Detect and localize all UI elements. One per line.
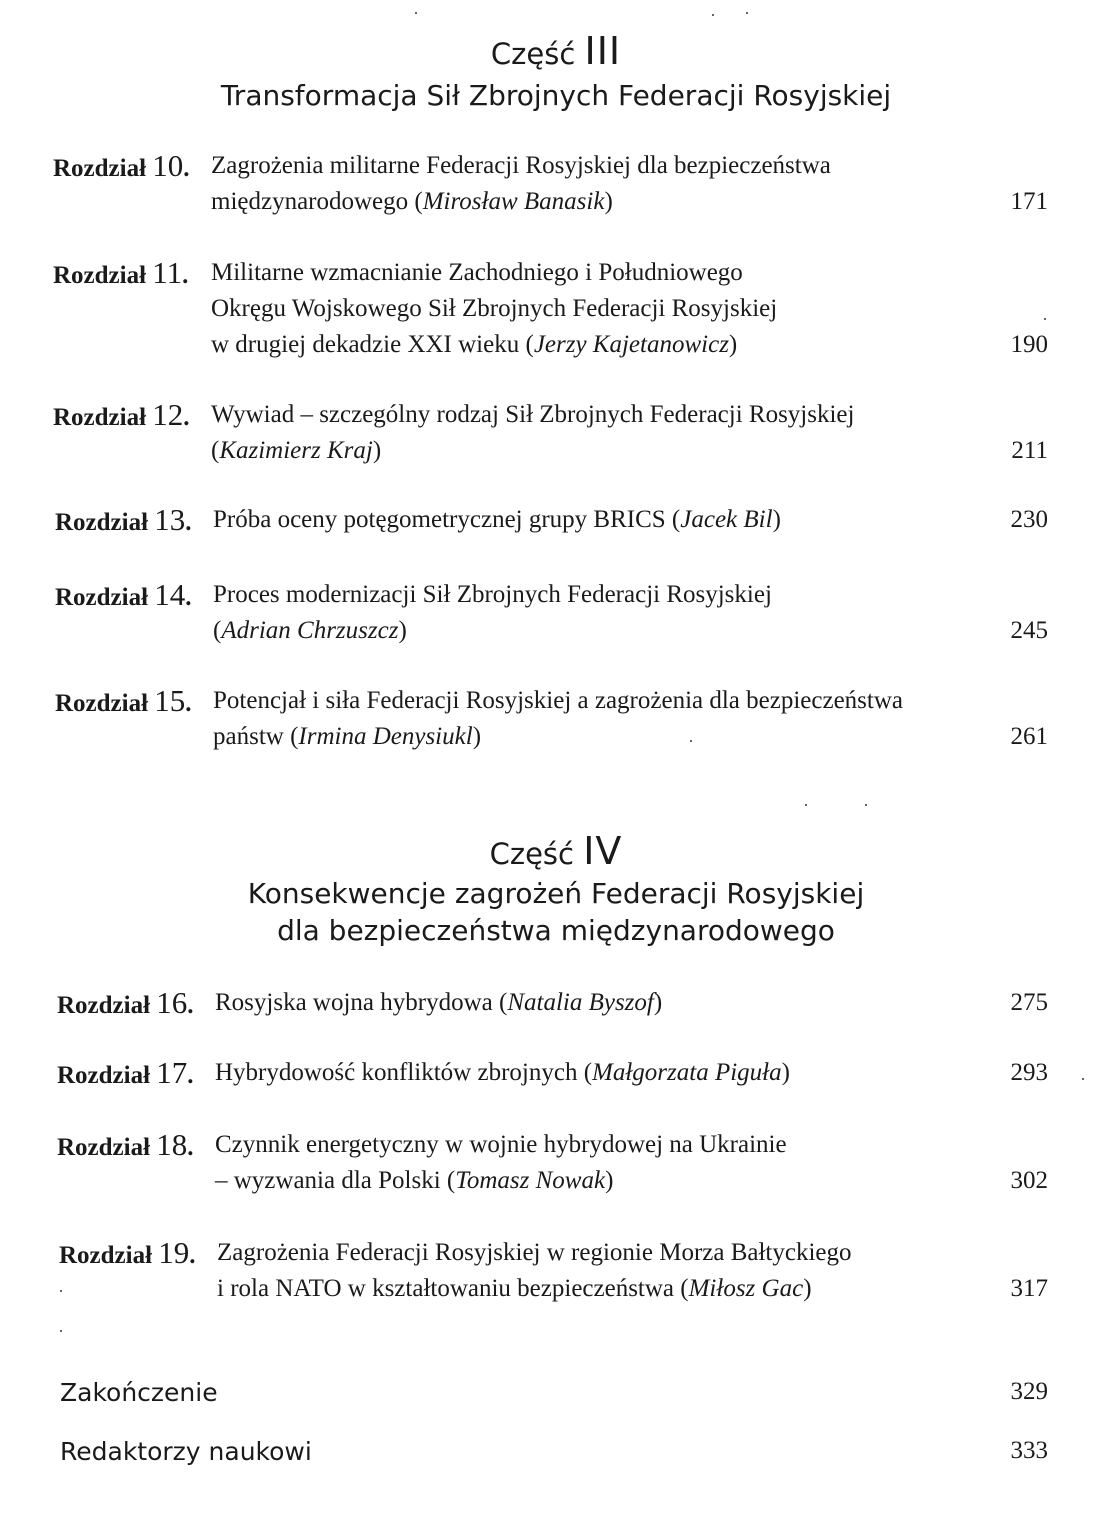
chapter-title-line [213, 613, 772, 649]
chapter-title-text: Rosyjska wojna hybrydowa ( [215, 989, 508, 1016]
chapter-title [211, 397, 854, 469]
chapter-title-text: Okręgu Wojskowego Sił Zbrojnych Federacji Rosyjskiej [211, 295, 778, 322]
scan-speck [1082, 1078, 1084, 1080]
scan-speck [690, 740, 692, 742]
chapter-title [215, 1127, 787, 1199]
chapter-author: Natalia Byszof [507, 989, 654, 1016]
chapter-title-line [213, 502, 781, 538]
page-number: 302 [1010, 1167, 1048, 1194]
chapter-number: 15 [154, 683, 186, 718]
chapter-title-text: Wywiad – szczególny rodzaj Sił Zbrojnych Federacji Rosyjskiej [211, 401, 855, 428]
scan-speck [865, 804, 867, 806]
part-4-title-line-2: dla bezpieczeństwa międzynarodowego [277, 914, 835, 947]
chapter-word: Rozdział [59, 1242, 153, 1269]
chapter-title-line [215, 1127, 787, 1163]
chapter-number: 12 [152, 397, 184, 432]
chapter-label: Rozdział 19. [59, 1235, 196, 1270]
chapter-author: Irmina Denysiukl [298, 723, 473, 750]
chapter-title-line [217, 1235, 852, 1271]
chapter-number: 18 [156, 1127, 188, 1162]
chapter-word: Rozdział [57, 1062, 151, 1089]
chapter-label: Rozdział 14. [55, 577, 192, 612]
chapter-author: Małgorzata Piguła [592, 1059, 782, 1086]
chapter-author: Miłosz Gac [688, 1275, 804, 1302]
chapter-title-text: Zagrożenia militarne Federacji Rosyjskiej dla bezpieczeństwa [211, 152, 831, 179]
chapter-label: Rozdział 16. [57, 985, 194, 1020]
chapter-title-text: ( [213, 617, 222, 644]
chapter-title [213, 683, 903, 755]
chapter-title [215, 985, 662, 1021]
chapter-title-line [211, 291, 777, 327]
part-4-numeral: IV [583, 829, 623, 873]
chapter-title [211, 148, 831, 220]
chapter-word: Rozdział [53, 404, 147, 431]
chapter-title-line [211, 184, 831, 220]
chapter-word: Rozdział [53, 262, 147, 289]
chapter-author-close: ) [781, 1059, 790, 1086]
chapter-number: 19 [158, 1235, 190, 1270]
chapter-author: Jacek Bil [680, 506, 773, 533]
chapter-number: 10 [152, 148, 184, 183]
chapter-author-close: ) [772, 506, 781, 533]
chapter-title-line [217, 1271, 852, 1307]
chapter-word: Rozdział [55, 690, 149, 717]
chapter-author-close: ) [605, 1167, 614, 1194]
page-number: 171 [1010, 188, 1048, 215]
chapter-title-text: Proces modernizacji Sił Zbrojnych Federacji Rosyjskiej [213, 581, 772, 608]
chapter-label: Rozdział 13. [55, 502, 192, 537]
chapter-title-text: Militarne wzmacnianie Zachodniego i Południowego [211, 259, 743, 286]
chapter-title-line [211, 148, 831, 184]
chapter-author-close: ) [653, 989, 663, 1016]
page-number-conclusion: 329 [1010, 1378, 1048, 1405]
chapter-author-close: ) [604, 188, 613, 215]
chapter-author: Adrian Chrzuszcz [221, 617, 399, 644]
page-number: 275 [1010, 989, 1048, 1016]
chapter-title-line [213, 577, 772, 613]
chapter-word: Rozdział [57, 1134, 151, 1161]
page-number: 230 [1010, 506, 1048, 533]
chapter-word: Rozdział [57, 992, 151, 1019]
scan-speck [805, 804, 807, 806]
chapter-number: 14 [154, 577, 186, 612]
chapter-label: Rozdział 17. [57, 1055, 194, 1090]
chapter-author: Jerzy Kajetanowicz [533, 331, 729, 358]
chapter-author-close: ) [728, 331, 738, 358]
page-number: 293 [1010, 1059, 1048, 1086]
page-number: 190 [1010, 331, 1048, 358]
chapter-number: 11 [152, 255, 183, 290]
scan-speck [746, 12, 748, 14]
chapter-number: 17 [156, 1055, 188, 1090]
toc-entry-conclusion[interactable]: Zakończenie [60, 1378, 218, 1407]
chapter-author-close: ) [372, 437, 382, 464]
chapter-author: Tomasz Nowak [455, 1167, 606, 1194]
part-3-heading [0, 29, 1112, 114]
chapter-title-text: Próba oceny potęgometrycznej grupy BRICS ( [213, 506, 681, 533]
chapter-label: Rozdział 18. [57, 1127, 194, 1162]
chapter-label: Rozdział 10. [53, 148, 190, 183]
chapter-title-line [215, 1163, 787, 1199]
part-4-heading [0, 829, 1112, 949]
part-4-label: Część [489, 837, 574, 871]
scan-speck [60, 1330, 62, 1332]
chapter-author-close: ) [472, 723, 482, 750]
chapter-label: Rozdział 15. [55, 683, 192, 718]
chapter-title-text: Czynnik energetyczny w wojnie hybrydowej na Ukrainie [215, 1131, 787, 1158]
page-number-editors: 333 [1010, 1437, 1048, 1464]
chapter-title-text: ( [211, 437, 220, 464]
chapter-title-text: i rola NATO w kształtowaniu bezpieczeństwa ( [217, 1275, 689, 1302]
scan-speck [712, 14, 714, 16]
chapter-title [213, 577, 772, 649]
part-3-numeral: III [584, 29, 622, 73]
part-3-label: Część [490, 37, 576, 71]
chapter-title-line [215, 985, 662, 1021]
page-number: 317 [1010, 1275, 1048, 1302]
chapter-title-line [211, 255, 777, 291]
chapter-number: 13 [154, 502, 186, 537]
chapter-author-close: ) [803, 1275, 812, 1302]
chapter-label: Rozdział 11. [53, 255, 189, 290]
chapter-title-line [211, 397, 854, 433]
page-number: 245 [1010, 617, 1048, 644]
chapter-title-line [213, 719, 903, 755]
chapter-label: Rozdział 12. [53, 397, 190, 432]
chapter-author-close: ) [398, 617, 407, 644]
chapter-title [211, 255, 777, 363]
chapter-title-text: Potencjał i siła Federacji Rosyjskiej a zagrożenia dla bezpieczeństwa [213, 687, 904, 714]
chapter-title [217, 1235, 852, 1307]
chapter-word: Rozdział [53, 155, 147, 182]
scan-speck [1044, 318, 1046, 320]
chapter-title-text: państw ( [213, 723, 299, 750]
scan-speck [415, 12, 417, 14]
chapter-title-text: Zagrożenia Federacji Rosyjskiej w regionie Morza Bałtyckiego [217, 1239, 852, 1266]
chapter-word: Rozdział [55, 509, 149, 536]
chapter-title-line [211, 327, 777, 363]
toc-entry-editors[interactable]: Redaktorzy naukowi [60, 1437, 312, 1466]
chapter-title-text: międzynarodowego ( [211, 188, 423, 215]
part-3-title: Transformacja Sił Zbrojnych Federacji Rosyjskiej [220, 79, 892, 112]
chapter-title-line [215, 1055, 790, 1091]
chapter-title-text: Hybrydowość konfliktów zbrojnych ( [215, 1059, 593, 1086]
chapter-title-line [211, 433, 854, 469]
page-number: 261 [1010, 723, 1048, 750]
part-4-title-line-1: Konsekwencje zagrożeń Federacji Rosyjskiej [247, 877, 865, 910]
chapter-word: Rozdział [55, 584, 149, 611]
chapter-title-line [213, 683, 903, 719]
chapter-number: 16 [156, 985, 188, 1020]
chapter-author: Kazimierz Kraj [219, 437, 373, 464]
scan-speck [60, 1290, 62, 1292]
chapter-author: Mirosław Banasik [422, 188, 605, 215]
chapter-title [213, 502, 781, 538]
chapter-title-text: w drugiej dekadzie XXI wieku ( [211, 331, 534, 358]
page-number: 211 [1011, 437, 1048, 464]
chapter-title [215, 1055, 790, 1091]
chapter-title-text: – wyzwania dla Polski ( [215, 1167, 456, 1194]
